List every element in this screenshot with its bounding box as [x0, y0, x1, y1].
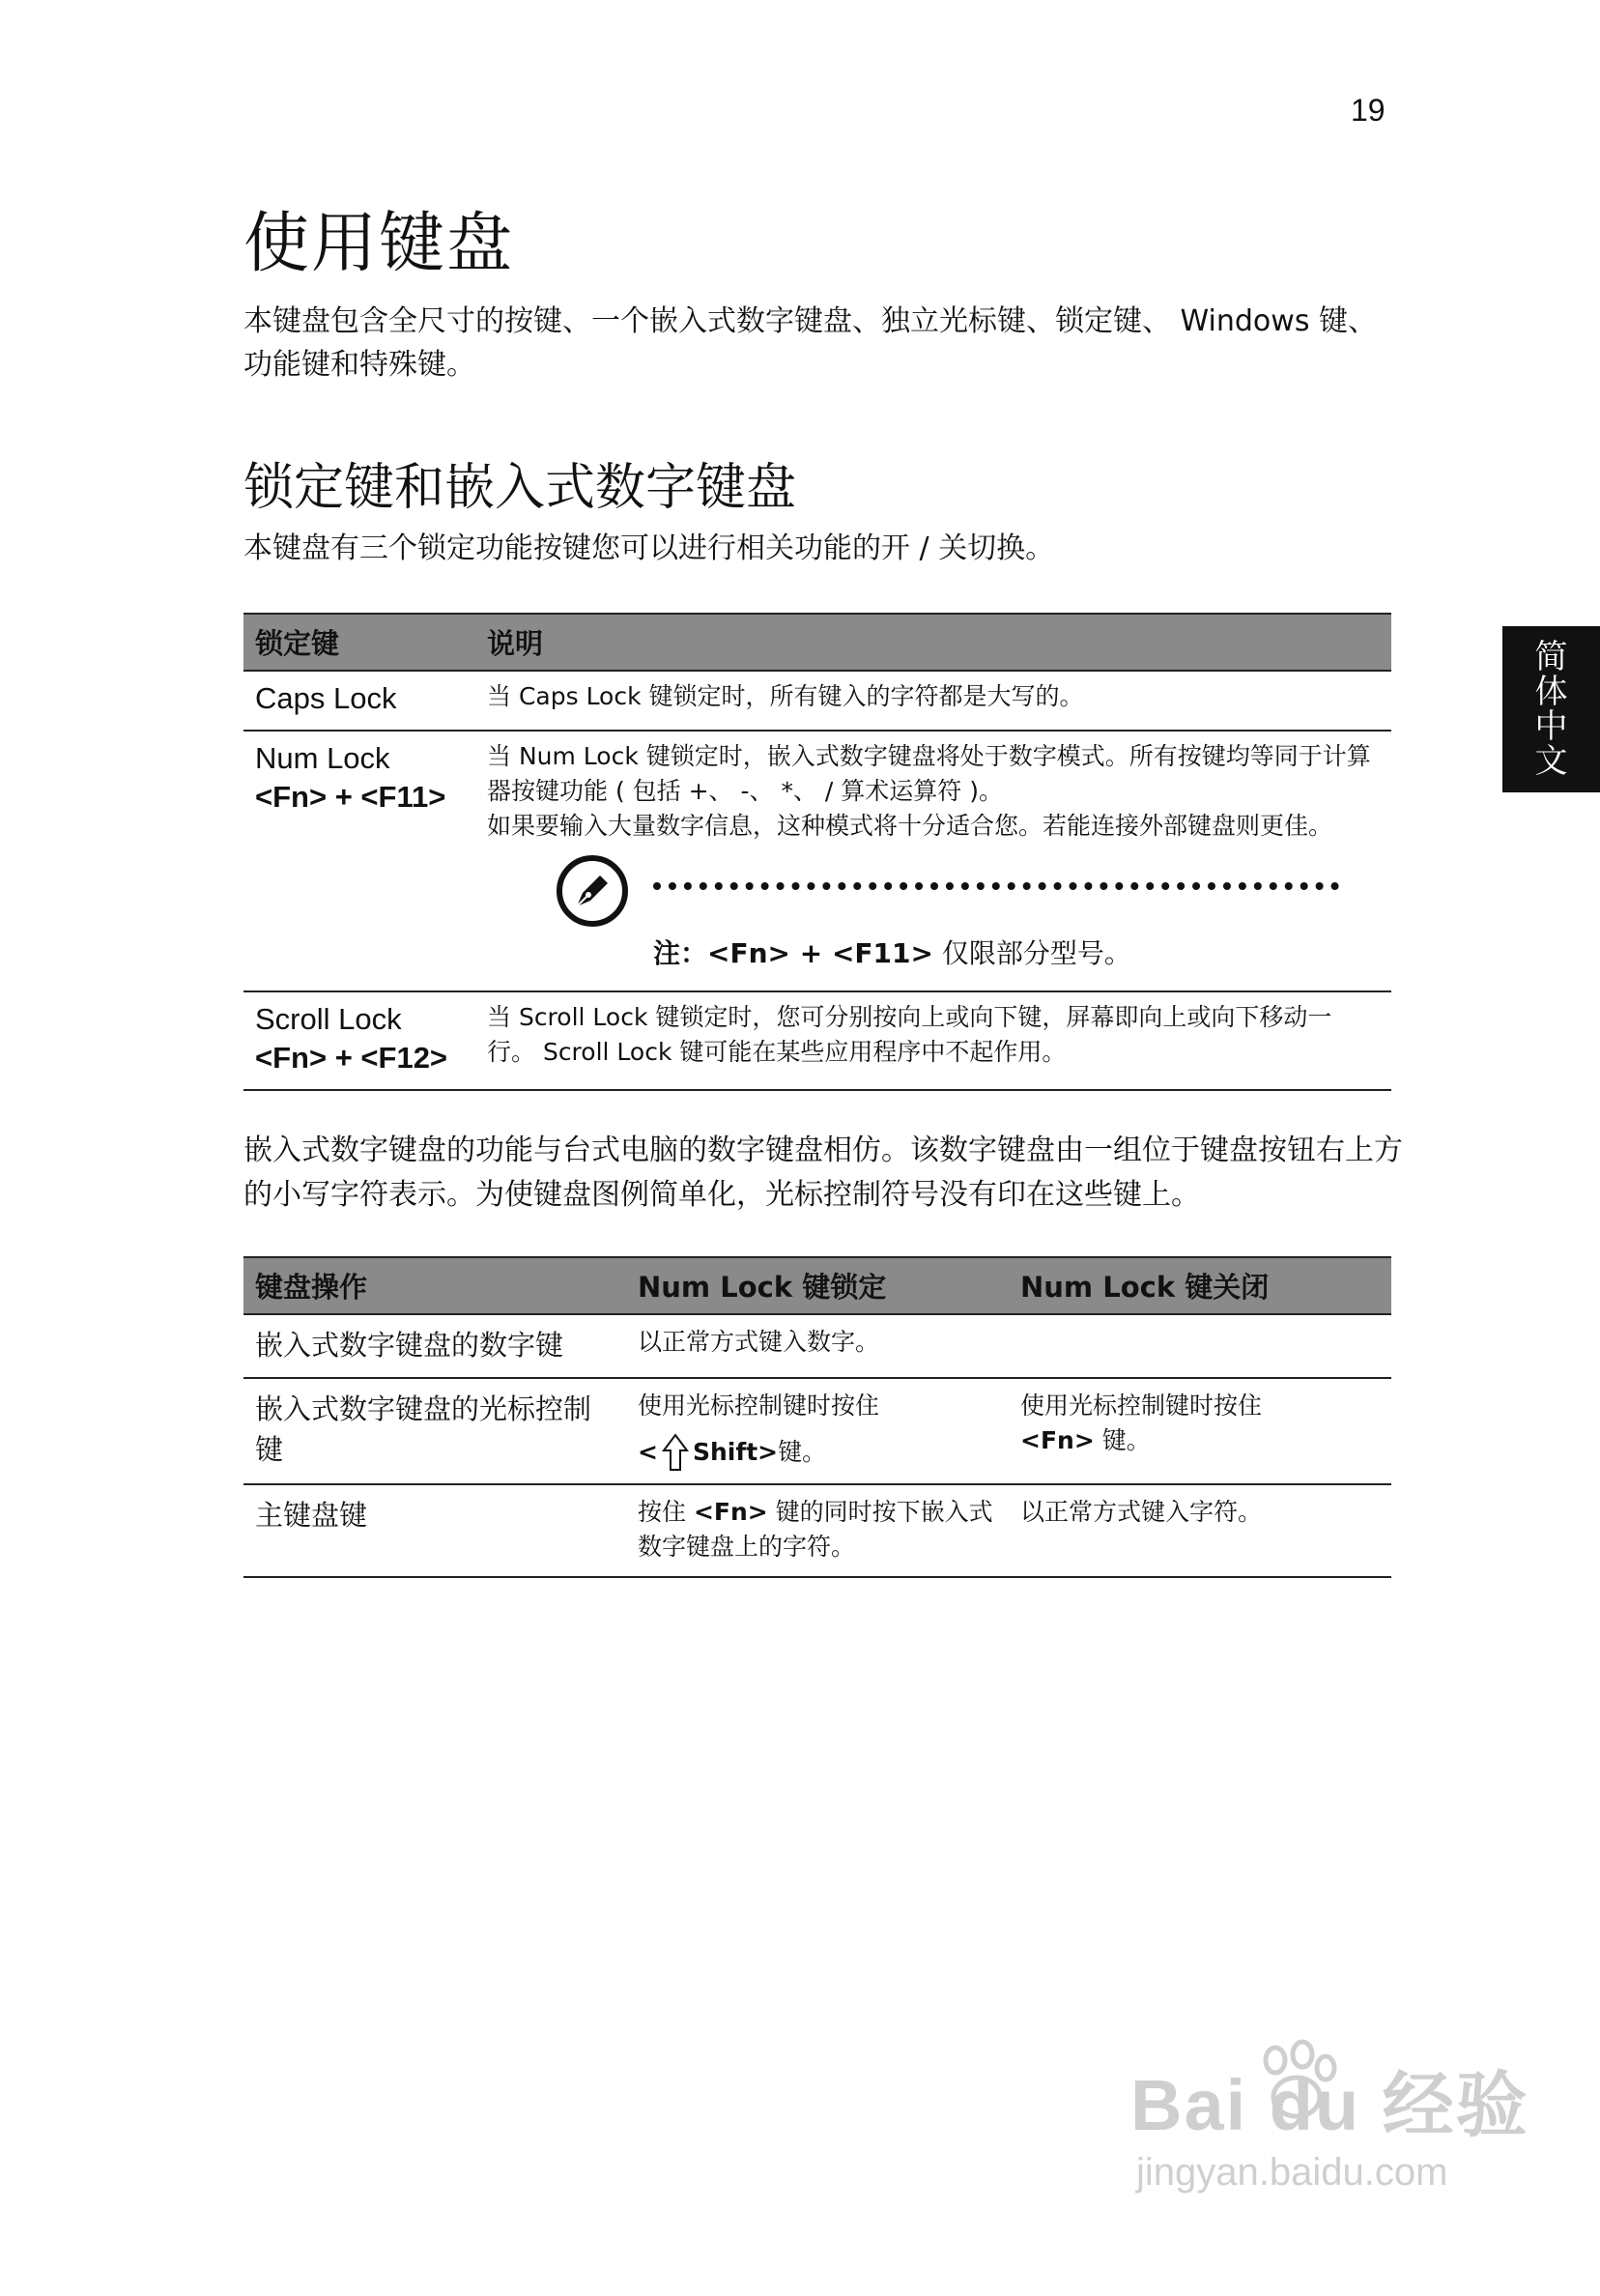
- page-number: 19: [1351, 93, 1386, 128]
- watermark-logo-text: Bai du 经验: [1130, 2065, 1529, 2145]
- key-label: Caps Lock: [255, 681, 397, 715]
- cell-text: 键的同时按下嵌入式数字键盘上的字符。: [638, 1498, 993, 1561]
- table-row: [243, 671, 1391, 731]
- note-box: [487, 847, 1380, 979]
- keypad-table: [243, 1256, 1391, 1578]
- cell-text: 按住: [638, 1498, 694, 1526]
- table-row: [243, 991, 1391, 1090]
- shift-key-label: Shift>: [692, 1438, 779, 1466]
- keypad-operation: 嵌入式数字键盘的数字键: [243, 1314, 626, 1378]
- note-divider: [653, 882, 1339, 890]
- cell-text: 键。: [1094, 1426, 1151, 1454]
- column-header: Num Lock 键关闭: [1009, 1257, 1391, 1314]
- lock-keys-table: [243, 613, 1391, 1091]
- fn-key-label: <Fn>: [1020, 1426, 1095, 1454]
- lock-key-description: [475, 731, 1391, 991]
- fn-key-label: <Fn>: [693, 1498, 768, 1526]
- lock-key-description: 当 Scroll Lock 键锁定时，您可分别按向上或向下键，屏幕即向上或向下移动一行。 Scroll Lock 键可能在某些应用程序中不起作用。: [475, 991, 1391, 1090]
- note-label: 注：: [653, 937, 708, 969]
- description-text: 当 Num Lock 键锁定时，嵌入式数字键盘将处于数字模式。所有按键均等同于计算器按键功能 ( 包括 +、 -、 *、 / 算术运算符 )。: [487, 742, 1371, 805]
- keypad-operation: 主键盘键: [243, 1484, 626, 1577]
- cell-text: 使用光标控制键时按住: [638, 1392, 880, 1420]
- description-text: 如果要输入大量数字信息，这种模式将十分适合您。若能连接外部键盘则更佳。: [487, 812, 1333, 840]
- watermark-url: jingyan.baidu.com: [1136, 2151, 1448, 2194]
- numlock-off-cell: 以正常方式键入字符。: [1009, 1484, 1391, 1577]
- numlock-on-cell: [626, 1378, 1009, 1484]
- numlock-on-cell: [626, 1484, 1009, 1577]
- keypad-paragraph: 嵌入式数字键盘的功能与台式电脑的数字键盘相仿。该数字键盘由一组位于键盘按钮右上方的小写字符表示。为使键盘图例简单化，光标控制符号没有印在这些键上。: [243, 1134, 1403, 1212]
- note-pen-icon: [557, 855, 628, 927]
- key-shortcut: <Fn> + <F12>: [255, 1041, 448, 1075]
- angle-bracket: <: [638, 1438, 658, 1466]
- column-header: 说明: [475, 614, 1391, 671]
- table-row: [243, 1378, 1391, 1484]
- shift-arrow-icon: [662, 1433, 689, 1472]
- cell-text: 键。: [778, 1438, 827, 1466]
- numlock-off-cell: [1009, 1314, 1391, 1378]
- language-tab-char: 文: [1534, 742, 1568, 781]
- note-text: [653, 936, 1131, 971]
- section-intro: 本键盘有三个锁定功能按键您可以进行相关功能的开 / 关切换。: [243, 531, 1055, 565]
- lock-key-name: [243, 991, 475, 1090]
- key-label: Num Lock: [255, 741, 390, 775]
- baidu-paw-icon: [1246, 2039, 1353, 2126]
- column-header: 键盘操作: [243, 1257, 626, 1314]
- table-row: [243, 1484, 1391, 1577]
- table-row: [243, 731, 1391, 991]
- section-title: 锁定键和嵌入式数字键盘: [243, 459, 797, 517]
- lock-key-name: [243, 671, 475, 731]
- numlock-off-cell: [1009, 1378, 1391, 1484]
- table-row: [243, 1314, 1391, 1378]
- cell-text: 使用光标控制键时按住: [1020, 1392, 1263, 1420]
- key-shortcut: <Fn> + <F11>: [255, 780, 446, 814]
- column-header: 锁定键: [243, 614, 475, 671]
- language-tab-char: 中: [1534, 707, 1568, 746]
- note-body: 仅限部分型号。: [932, 937, 1131, 969]
- page-title: 使用键盘: [243, 206, 515, 282]
- table-header-row: [243, 1257, 1391, 1314]
- numlock-on-cell: 以正常方式键入数字。: [626, 1314, 1009, 1378]
- language-tab: [1502, 626, 1600, 792]
- lock-key-description: 当 Caps Lock 键锁定时，所有键入的字符都是大写的。: [475, 671, 1391, 731]
- language-tab-char: 体: [1534, 673, 1568, 711]
- note-keys: <Fn> + <F11>: [707, 937, 933, 969]
- column-header: Num Lock 键锁定: [626, 1257, 1009, 1314]
- lock-key-name: [243, 731, 475, 991]
- table-header-row: [243, 614, 1391, 671]
- shift-key-reference: [638, 1433, 826, 1472]
- key-label: Scroll Lock: [255, 1002, 402, 1036]
- language-tab-char: 简: [1534, 638, 1568, 676]
- intro-paragraph: 本键盘包含全尺寸的按键、一个嵌入式数字键盘、独立光标键、锁定键、 Windows 键、功能键和特殊键。: [243, 304, 1377, 382]
- keypad-operation: 嵌入式数字键盘的光标控制键: [243, 1378, 626, 1484]
